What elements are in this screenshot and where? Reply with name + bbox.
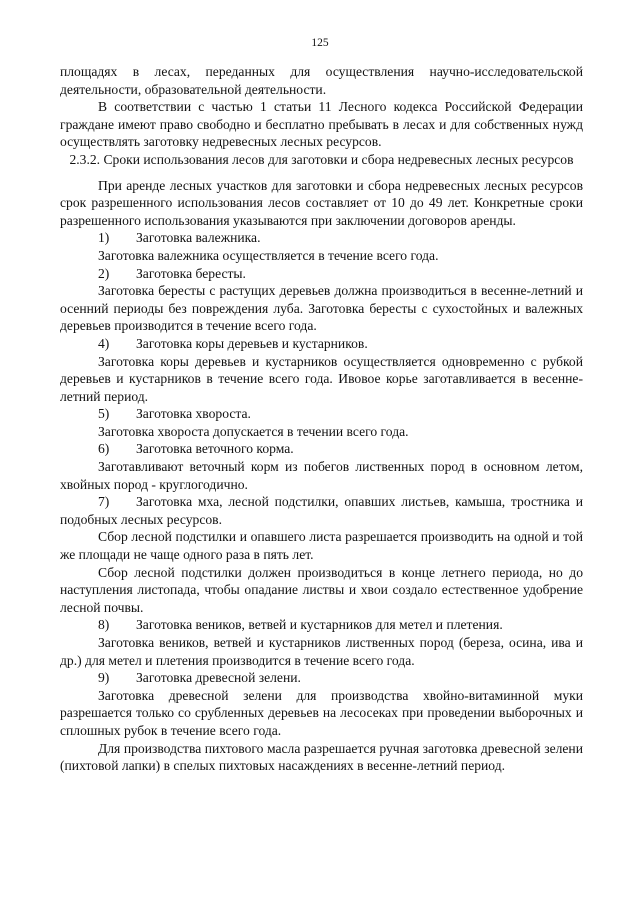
paragraph: Сбор лесной подстилки должен производиться в конце летнего периода, но до наступления листопада, чтобы опадание листвы и хвои создало естественное удобрение лесной почвы.: [60, 564, 583, 615]
list-item: [60, 440, 583, 458]
list-item-number: 2): [98, 265, 110, 281]
list-item-text: Заготовка веточного корма.: [136, 441, 294, 457]
paragraph: Заготавливают веточный корм из побегов лиственных пород в основном летом, хвойных пород - круглогодично.: [60, 459, 583, 492]
list-item-number: 4): [98, 335, 110, 351]
paragraph: Заготовка бересты с растущих деревьев должна производиться в весенне-летний и осенний периоды без повреждения луба. Заготовка бересты с сухостойных и валежных деревьев производится в течение всего года.: [60, 283, 583, 334]
paragraph: В соответствии с частью 1 статьи 11 Лесного кодекса Российской Федерации граждане имеют право свободно и бесплатно пребывать в лесах и для собственных нужд осуществлять заготовку недревесных лесных ресурсов.: [60, 99, 583, 150]
list-item-number: 5): [98, 406, 110, 422]
list-item-text: Заготовка коры деревьев и кустарников.: [136, 335, 368, 351]
paragraph: Заготовка коры деревьев и кустарников осуществляется одновременно с рубкой деревьев и кустарников в течение всего года. Ивовое корье заготавливается в весенне-летний период.: [60, 353, 583, 404]
list-item: [60, 493, 583, 528]
paragraph: При аренде лесных участков для заготовки и сбора недревесных лесных ресурсов срок разрешенного использования лесов составляет от 10 до 49 лет. Конкретные сроки разрешенного использования указываются при заключении договоров аренды.: [60, 177, 583, 228]
paragraph: Для производства пихтового масла разрешается ручная заготовка древесной зелени (пихтовой лапки) в спелых пихтовых насаждениях в весенне-летний период.: [60, 740, 583, 774]
paragraph: Заготовка хвороста допускается в течении всего года.: [98, 423, 409, 439]
document-body: [60, 63, 583, 775]
list-item: [60, 229, 583, 247]
list-item-number: 1): [98, 230, 110, 246]
paragraph: площадях в лесах, переданных для осуществления научно-исследовательской деятельности, образовательной деятельности.: [60, 64, 583, 97]
list-item-number: 9): [98, 670, 110, 686]
list-item-number: 7): [98, 494, 110, 510]
list-item-text: Заготовка бересты.: [136, 265, 246, 281]
list-item-text: Заготовка веников, ветвей и кустарников для метел и плетения.: [136, 617, 503, 633]
list-item-text: Заготовка мха, лесной подстилки, опавших листьев, камыша, тростника и подобных лесных ресурсов.: [60, 494, 583, 527]
list-item-number: 6): [98, 441, 110, 457]
list-item: [60, 265, 583, 283]
list-item-text: Заготовка древесной зелени.: [136, 670, 301, 686]
paragraph: Заготовка веников, ветвей и кустарников лиственных пород (береза, осина, ива и др.) для метел и плетения производится в течение всего года.: [60, 635, 583, 668]
section-heading: 2.3.2. Сроки использования лесов для заготовки и сбора недревесных лесных ресурсов: [69, 151, 574, 167]
list-item-text: Заготовка хвороста.: [136, 406, 251, 422]
list-item: [60, 616, 583, 634]
list-item-text: Заготовка валежника.: [136, 230, 261, 246]
page-number: 125: [311, 37, 329, 49]
list-item: [60, 669, 583, 687]
paragraph: Заготовка древесной зелени для производства хвойно-витаминной муки разрешается только со срубленных деревьев на лесосеках при проведении выборочных и сплошных рубок в течение всего года.: [60, 687, 583, 738]
list-item: [60, 335, 583, 353]
paragraph: Заготовка валежника осуществляется в течение всего года.: [98, 247, 439, 263]
list-item: [60, 405, 583, 423]
paragraph: Сбор лесной подстилки и опавшего листа разрешается производить на одной и той же площади не чаще одного раза в пять лет.: [60, 529, 583, 563]
list-item-number: 8): [98, 617, 110, 633]
